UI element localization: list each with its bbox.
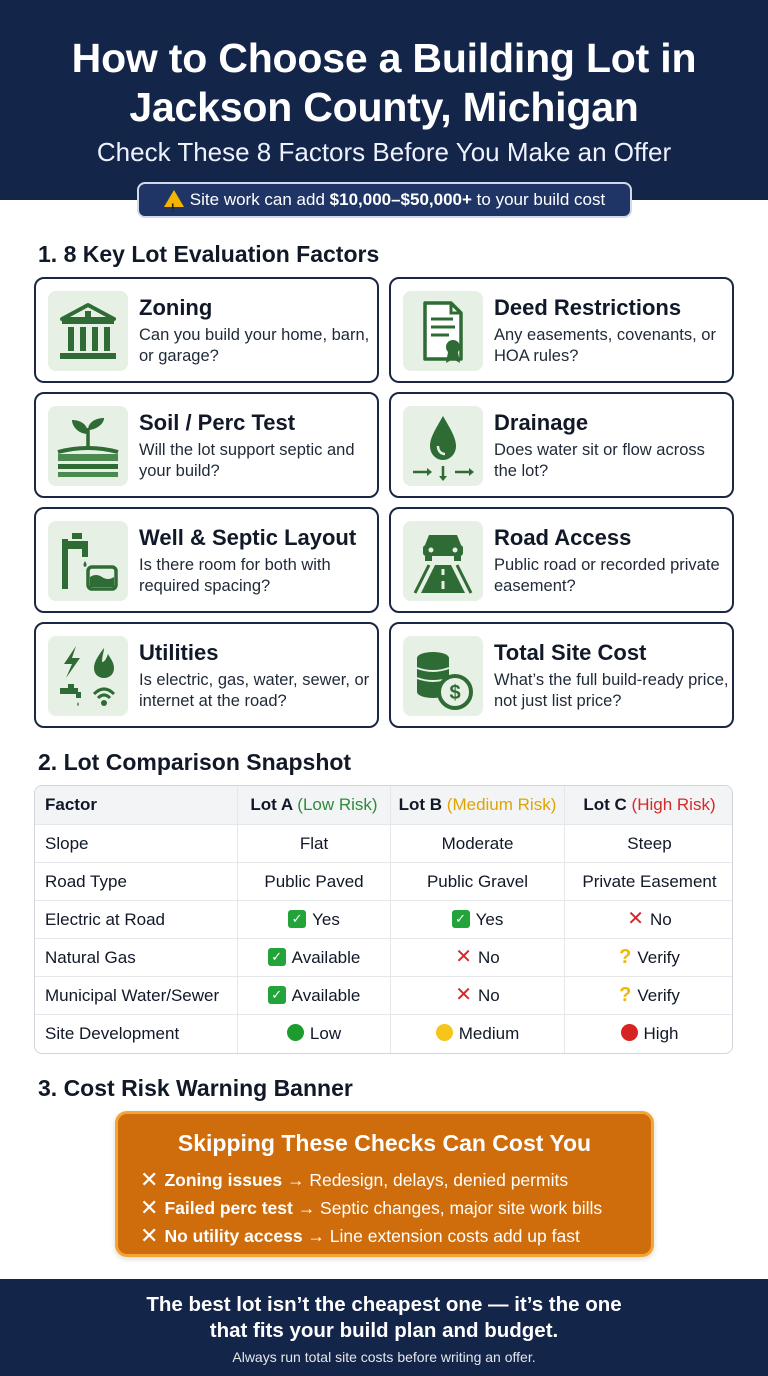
factor-desc: Does water sit or flow across the lot? bbox=[494, 441, 705, 480]
factor-card-drainage bbox=[389, 392, 734, 498]
check-icon: ✓ bbox=[268, 948, 286, 966]
cell-lot-a: Public Paved bbox=[237, 863, 390, 901]
cell-lot-b bbox=[390, 939, 564, 977]
factor-desc: What’s the full build-ready price, not just list price? bbox=[494, 671, 729, 710]
banner-item bbox=[140, 1222, 580, 1248]
header-lot-b bbox=[390, 786, 564, 824]
row-factor: Slope bbox=[45, 834, 89, 853]
cell-value: High bbox=[643, 1024, 679, 1043]
banner-item bbox=[140, 1166, 568, 1192]
factor-title: Road Access bbox=[494, 525, 632, 550]
x-icon: ✕ bbox=[455, 945, 473, 968]
x-icon: ✕ bbox=[627, 907, 645, 930]
header-factor: Factor bbox=[45, 795, 97, 814]
factor-desc: Is electric, gas, water, sewer, or internet at the road? bbox=[139, 671, 370, 710]
factor-card-total-site-cost bbox=[389, 622, 734, 728]
svg-text:$: $ bbox=[449, 682, 461, 704]
section-1-title: 1. 8 Key Lot Evaluation Factors bbox=[38, 241, 380, 267]
cell-lot-c bbox=[564, 977, 733, 1015]
check-icon: ✓ bbox=[288, 910, 306, 928]
cell-lot-b bbox=[390, 977, 564, 1015]
footer-line-1: The best lot isn’t the cheapest one — it’s the one bbox=[146, 1293, 622, 1316]
factor-desc: Will the lot support septic and your build? bbox=[139, 441, 355, 480]
banner-item-bold: No utility access bbox=[164, 1226, 303, 1246]
cell-value: Yes bbox=[312, 910, 340, 929]
banner-item-rest: → Line extension costs add up fast bbox=[302, 1226, 580, 1246]
row-factor: Natural Gas bbox=[45, 948, 136, 967]
cell-lot-c bbox=[564, 1015, 733, 1053]
factor-desc: Can you build your home, barn, or garage? bbox=[139, 326, 370, 365]
cost-risk-warning-banner bbox=[115, 1111, 654, 1257]
table-row bbox=[35, 938, 733, 976]
cell-value: No bbox=[478, 986, 500, 1005]
alert-prefix: Site work can add bbox=[189, 190, 330, 209]
factor-card-utilities bbox=[34, 622, 379, 728]
lot-b-label: Lot B bbox=[398, 795, 443, 814]
factor-card-road-access bbox=[389, 507, 734, 613]
x-icon: ✕ bbox=[140, 1195, 159, 1220]
green-dot-icon bbox=[287, 1024, 304, 1041]
cell-lot-a bbox=[237, 939, 390, 977]
page-title: How to Choose a Building Lot in Jackson County, Michigan bbox=[71, 35, 697, 130]
banner-title: Skipping These Checks Can Cost You bbox=[177, 1130, 592, 1156]
x-icon: ✕ bbox=[140, 1167, 159, 1192]
cell-value: Low bbox=[309, 1024, 342, 1043]
zoning-building-icon bbox=[48, 291, 128, 371]
section-3-title: 3. Cost Risk Warning Banner bbox=[38, 1075, 353, 1101]
cell-value: Yes bbox=[475, 910, 504, 929]
cell-lot-c bbox=[564, 901, 733, 939]
lot-a-risk: (Low Risk) bbox=[297, 795, 378, 814]
water-drop-icon bbox=[403, 406, 483, 486]
lot-a-label: Lot A bbox=[250, 795, 293, 814]
warning-icon bbox=[164, 190, 184, 207]
lot-comparison-table bbox=[34, 785, 733, 1054]
cell-lot-b bbox=[390, 901, 564, 939]
factor-title: Well & Septic Layout bbox=[139, 525, 357, 550]
cell-lot-b: Moderate bbox=[390, 825, 564, 863]
cell-value: Verify bbox=[637, 986, 680, 1005]
table-row bbox=[35, 1014, 733, 1054]
check-icon: ✓ bbox=[452, 910, 470, 928]
lot-c-label: Lot C bbox=[583, 795, 627, 814]
factor-title: Total Site Cost bbox=[494, 640, 647, 665]
x-icon: ✕ bbox=[140, 1223, 159, 1248]
footer-line-2: that fits your build plan and budget. bbox=[209, 1319, 559, 1342]
cell-value: No bbox=[478, 948, 500, 967]
header-lot-c bbox=[564, 786, 733, 824]
table-row bbox=[35, 862, 733, 900]
banner-item-rest: → Septic changes, major site work bills bbox=[292, 1198, 603, 1218]
cell-lot-c: Private Easement bbox=[564, 863, 733, 901]
alert-suffix: to your build cost bbox=[471, 190, 606, 209]
cell-lot-b bbox=[390, 1015, 564, 1053]
factor-title: Deed Restrictions bbox=[494, 295, 682, 320]
row-factor: Municipal Water/Sewer bbox=[45, 986, 220, 1005]
factor-title: Drainage bbox=[494, 410, 589, 435]
section-2-title: 2. Lot Comparison Snapshot bbox=[38, 749, 352, 775]
cell-lot-b: Public Gravel bbox=[390, 863, 564, 901]
cell-lot-a bbox=[237, 977, 390, 1015]
footer-message bbox=[0, 1292, 768, 1344]
banner-item-bold: Failed perc test bbox=[164, 1198, 293, 1218]
cell-lot-c: Steep bbox=[564, 825, 733, 863]
footer-note: Always run total site costs before writing an offer. bbox=[232, 1349, 536, 1365]
page-subtitle: Check These 8 Factors Before You Make an Offer bbox=[96, 137, 672, 167]
cell-lot-a bbox=[237, 901, 390, 939]
factor-title: Zoning bbox=[139, 295, 213, 320]
factor-title: Soil / Perc Test bbox=[139, 410, 296, 435]
banner-item-bold: Zoning issues bbox=[164, 1170, 283, 1190]
header-lot-a bbox=[237, 786, 390, 824]
x-icon: ✕ bbox=[455, 983, 473, 1006]
factor-card-well-septic bbox=[34, 507, 379, 613]
deed-document-icon bbox=[403, 291, 483, 371]
banner-item-rest: → Redesign, delays, denied permits bbox=[282, 1170, 569, 1190]
soil-sprout-icon bbox=[48, 406, 128, 486]
question-icon: ? bbox=[619, 983, 632, 1006]
factor-desc: Public road or recorded private easement? bbox=[494, 556, 720, 595]
yellow-dot-icon bbox=[436, 1024, 453, 1041]
site-cost-alert bbox=[137, 182, 632, 218]
table-header-row bbox=[35, 786, 733, 824]
lot-b-risk: (Medium Risk) bbox=[446, 795, 557, 814]
cell-value: No bbox=[650, 910, 672, 929]
cell-value: Available bbox=[291, 948, 361, 967]
cell-lot-a bbox=[237, 1015, 390, 1053]
factor-desc: Is there room for both with required spacing? bbox=[139, 556, 331, 595]
row-factor: Electric at Road bbox=[45, 910, 165, 929]
cell-lot-a: Flat bbox=[237, 825, 390, 863]
factor-card-soil-perc bbox=[34, 392, 379, 498]
cell-lot-c bbox=[564, 939, 733, 977]
factor-title: Utilities bbox=[139, 640, 219, 665]
row-factor: Site Development bbox=[45, 1024, 180, 1043]
question-icon: ? bbox=[619, 945, 632, 968]
faucet-tank-icon bbox=[48, 521, 128, 601]
factor-card-deed-restrictions bbox=[389, 277, 734, 383]
table-row bbox=[35, 824, 733, 862]
alert-amount: $10,000–$50,000+ bbox=[329, 190, 472, 209]
banner-item bbox=[140, 1194, 602, 1220]
car-road-icon bbox=[403, 521, 483, 601]
utilities-icon bbox=[48, 636, 128, 716]
factor-desc: Any easements, covenants, or HOA rules? bbox=[494, 326, 716, 365]
cell-value: Medium bbox=[458, 1024, 520, 1043]
red-dot-icon bbox=[621, 1024, 638, 1041]
header-banner bbox=[0, 0, 768, 200]
cell-value: Verify bbox=[637, 948, 680, 967]
factor-card-zoning bbox=[34, 277, 379, 383]
table-row bbox=[35, 900, 733, 938]
row-factor: Road Type bbox=[45, 872, 127, 891]
lot-c-risk: (High Risk) bbox=[631, 795, 716, 814]
cell-value: Available bbox=[291, 986, 361, 1005]
coins-dollar-icon bbox=[403, 636, 483, 716]
table-row bbox=[35, 976, 733, 1014]
footer-banner bbox=[0, 1279, 768, 1376]
check-icon: ✓ bbox=[268, 986, 286, 1004]
